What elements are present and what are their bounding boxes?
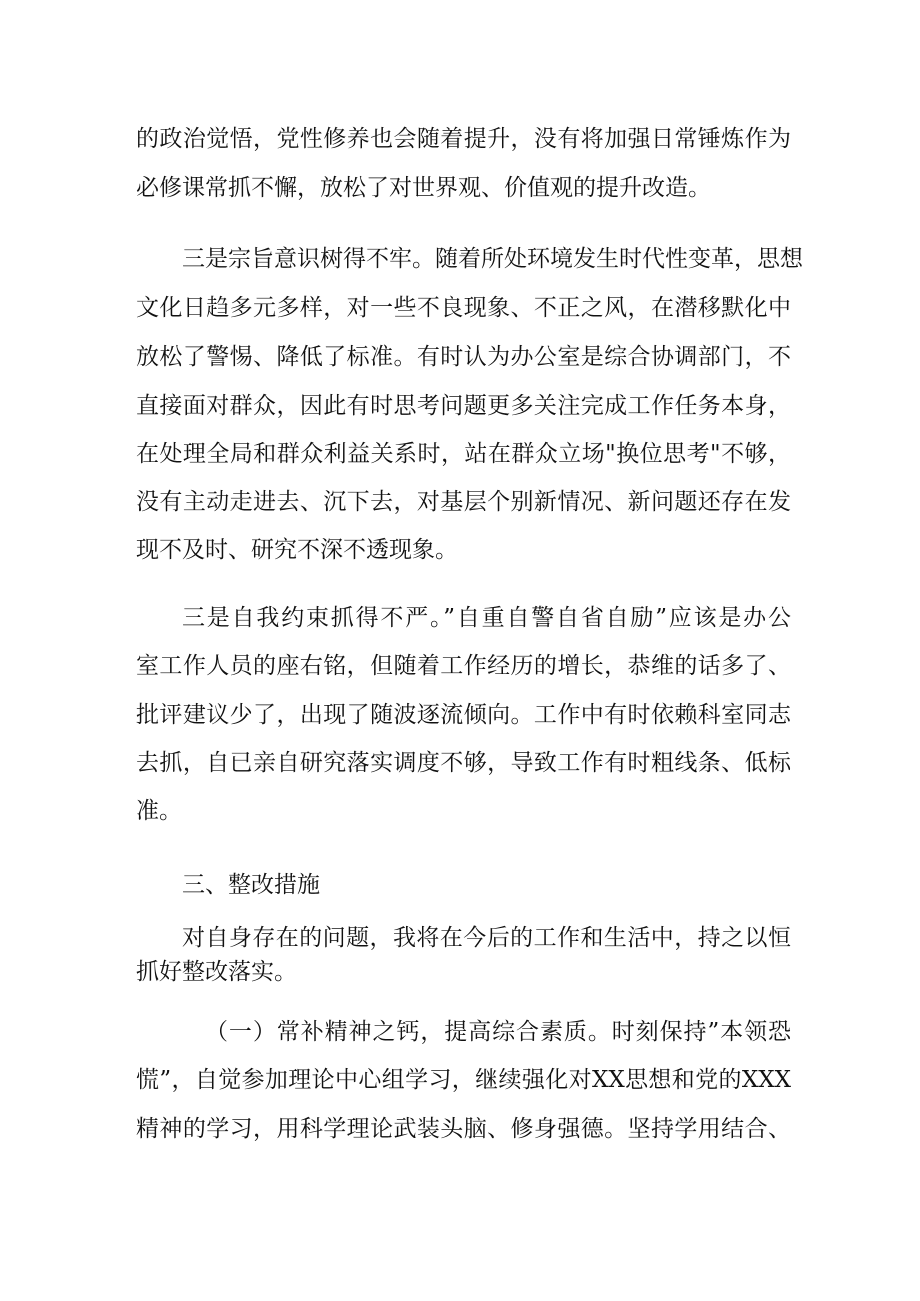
- paragraph-5-line-2: 慌”，自觉参加理论中心组学习，继续强化对XX思想和党的XXX: [136, 1067, 791, 1093]
- paragraph-5-line-1: （一）常补精神之钙，提高综合素质。时刻保持”本领恐: [205, 1019, 791, 1045]
- paragraph-2-line-6: 没有主动走进去、沉下去，对基层个别新情况、新问题还存在发: [136, 489, 791, 515]
- paragraph-2-line-5: 在处理全局和群众利益关系时，站在群众立场"换位思考"不够，: [136, 441, 791, 467]
- paragraph-4-line-1: 对自身存在的问题，我将在今后的工作和生活中，持之以恒: [182, 925, 791, 951]
- paragraph-4-line-2: 抓好整改落实。: [136, 959, 297, 985]
- paragraph-2-line-4: 直接面对群众，因此有时思考问题更多关注完成工作任务本身，: [136, 393, 791, 419]
- paragraph-3-line-2: 室工作人员的座右铭，但随着工作经历的增长，恭维的话多了、: [136, 653, 791, 679]
- paragraph-1-line-2: 必修课常抓不懈，放松了对世界观、价值观的提升改造。: [136, 175, 711, 201]
- paragraph-2-line-2: 文化日趋多元多样，对一些不良现象、不正之风，在潜移默化中: [136, 295, 791, 321]
- paragraph-3-line-1: 三是自我约束抓得不严。”自重自警自省自励”应该是办公: [182, 605, 791, 631]
- paragraph-3-line-4: 去抓，自已亲自研究落实调度不够，导致工作有时粗线条、低标: [136, 750, 791, 776]
- paragraph-2-line-1: 三是宗旨意识树得不牢。随着所处环境发生时代性变革，思想: [182, 246, 803, 272]
- paragraph-5-line-3: 精神的学习，用科学理论武装头脑、修身强德。坚持学用结合、: [136, 1116, 791, 1142]
- paragraph-3-line-5: 准。: [136, 798, 182, 824]
- section-heading: 三、整改措施: [182, 872, 320, 898]
- paragraph-2-line-3: 放松了警惕、降低了标准。有时认为办公室是综合协调部门，不: [136, 344, 791, 370]
- paragraph-2-line-7: 现不及时、研究不深不透现象。: [136, 537, 458, 563]
- paragraph-1-line-1: 的政治觉悟，党性修养也会随着提升，没有将加强日常锤炼作为: [136, 126, 791, 152]
- paragraph-3-line-3: 批评建议少了，出现了随波逐流倾向。工作中有时依赖科室同志: [136, 702, 791, 728]
